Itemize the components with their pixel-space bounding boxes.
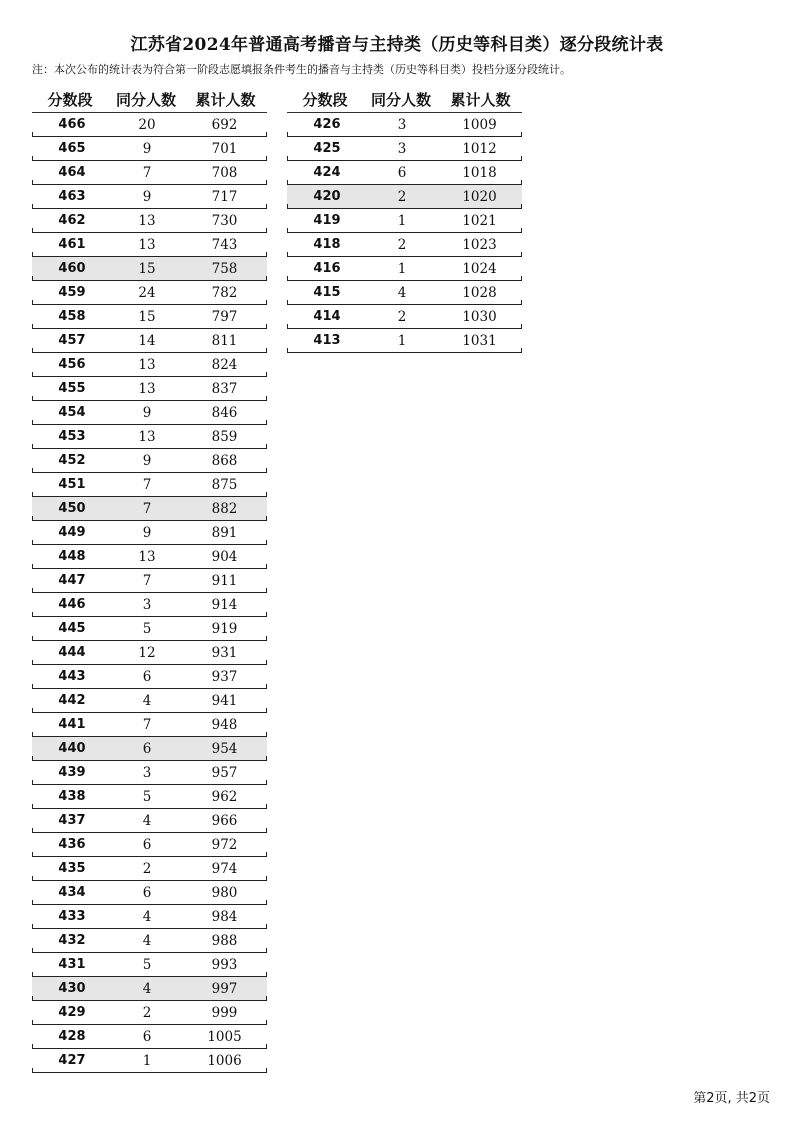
cell-same-count: 13 [138, 548, 156, 565]
cell-score: 464 [58, 165, 86, 180]
cell-cumulative: 859 [211, 428, 238, 445]
table-row [32, 521, 267, 545]
cell-cumulative: 919 [211, 620, 238, 637]
cell-cumulative: 1023 [462, 236, 497, 253]
cell-cumulative: 1012 [462, 140, 497, 157]
cell-cumulative: 730 [211, 212, 238, 229]
table-row [287, 137, 522, 161]
table-row [32, 329, 267, 353]
cell-cumulative: 904 [211, 548, 238, 565]
header-same-count: 同分人数 [115, 90, 176, 109]
table-row [287, 257, 522, 281]
cell-same-count: 3 [397, 140, 407, 157]
table-row [32, 545, 267, 569]
cell-cumulative: 846 [211, 404, 238, 421]
table-row [32, 185, 267, 209]
table-note: 注：本次公布的统计表为符合第一阶段志愿填报条件考生的播音与主持类（历史等科目类）投档分逐分段统计。 [32, 63, 571, 76]
cell-score: 429 [58, 1005, 86, 1020]
cell-same-count: 9 [142, 188, 152, 205]
cell-cumulative: 701 [211, 140, 238, 157]
cell-score: 448 [58, 549, 86, 564]
cell-score: 439 [58, 765, 86, 780]
table-row [32, 953, 267, 977]
cell-same-count: 9 [142, 404, 152, 421]
cell-same-count: 5 [142, 788, 152, 805]
cell-score: 455 [58, 381, 86, 396]
table-row [32, 281, 267, 305]
table-row [32, 737, 267, 761]
cell-score: 414 [313, 309, 341, 324]
cell-cumulative: 782 [211, 284, 238, 301]
header-cumulative: 累计人数 [195, 90, 256, 109]
table-row [32, 641, 267, 665]
cell-cumulative: 937 [211, 668, 238, 685]
cell-score: 438 [58, 789, 86, 804]
page-title: 江苏省2024年普通高考播音与主持类（历史等科目类）逐分段统计表 [130, 35, 664, 55]
table-row [32, 353, 267, 377]
cell-same-count: 6 [142, 1028, 152, 1045]
cell-same-count: 2 [397, 236, 407, 253]
cell-same-count: 4 [397, 284, 407, 301]
cell-same-count: 4 [142, 812, 152, 829]
score-table-left [32, 86, 267, 1073]
header-cumulative: 累计人数 [450, 90, 511, 109]
cell-score: 441 [58, 717, 86, 732]
cell-cumulative: 914 [211, 596, 238, 613]
cell-same-count: 7 [142, 164, 152, 181]
table-row [287, 185, 522, 209]
table-row [32, 593, 267, 617]
cell-score: 456 [58, 357, 86, 372]
cell-cumulative: 692 [211, 116, 238, 133]
cell-cumulative: 1021 [462, 212, 497, 229]
cell-score: 447 [58, 573, 86, 588]
cell-same-count: 3 [397, 116, 407, 133]
table-row [287, 113, 522, 137]
cell-same-count: 1 [397, 332, 407, 349]
table-row [287, 281, 522, 305]
cell-same-count: 6 [142, 836, 152, 853]
cell-score: 424 [313, 165, 341, 180]
cell-same-count: 5 [142, 956, 152, 973]
table-row [32, 713, 267, 737]
cell-same-count: 3 [142, 764, 152, 781]
cell-score: 462 [58, 213, 86, 228]
cell-cumulative: 948 [211, 716, 238, 733]
cell-same-count: 9 [142, 140, 152, 157]
cell-score: 449 [58, 525, 86, 540]
cell-same-count: 14 [138, 332, 156, 349]
table-row [32, 473, 267, 497]
cell-score: 463 [58, 189, 86, 204]
table-row [32, 809, 267, 833]
cell-cumulative: 1024 [462, 260, 497, 277]
cell-same-count: 12 [138, 644, 156, 661]
cell-same-count: 7 [142, 500, 152, 517]
table-row [32, 833, 267, 857]
cell-score: 442 [58, 693, 86, 708]
cell-score: 437 [58, 813, 86, 828]
cell-score: 428 [58, 1029, 86, 1044]
table-row [32, 497, 267, 521]
header-same-count: 同分人数 [370, 90, 431, 109]
score-table-right [287, 86, 522, 353]
table-row [32, 785, 267, 809]
cell-score: 430 [58, 981, 86, 996]
table-row [32, 1025, 267, 1049]
table-row [32, 665, 267, 689]
table-row [287, 161, 522, 185]
cell-cumulative: 797 [211, 308, 238, 325]
cell-score: 465 [58, 141, 86, 156]
cell-cumulative: 1018 [462, 164, 497, 181]
cell-score: 425 [313, 141, 341, 156]
cell-score: 451 [58, 477, 86, 492]
cell-cumulative: 941 [211, 692, 238, 709]
table-header [287, 86, 522, 113]
cell-cumulative: 997 [211, 980, 238, 997]
table-row [32, 161, 267, 185]
cell-same-count: 6 [142, 884, 152, 901]
cell-same-count: 6 [142, 740, 152, 757]
cell-same-count: 2 [142, 860, 152, 877]
cell-score: 435 [58, 861, 86, 876]
table-row [32, 569, 267, 593]
table-row [32, 401, 267, 425]
cell-score: 431 [58, 957, 86, 972]
cell-same-count: 15 [138, 260, 156, 277]
cell-score: 440 [58, 741, 86, 756]
cell-score: 453 [58, 429, 86, 444]
cell-same-count: 4 [142, 692, 152, 709]
cell-same-count: 6 [397, 164, 407, 181]
cell-same-count: 7 [142, 476, 152, 493]
cell-cumulative: 974 [211, 860, 238, 877]
table-row [287, 233, 522, 257]
cell-same-count: 13 [138, 380, 156, 397]
cell-same-count: 1 [397, 260, 407, 277]
cell-cumulative: 717 [211, 188, 238, 205]
cell-same-count: 13 [138, 428, 156, 445]
cell-same-count: 2 [397, 308, 407, 325]
cell-score: 458 [58, 309, 86, 324]
cell-score: 452 [58, 453, 86, 468]
cell-cumulative: 911 [211, 572, 238, 589]
cell-cumulative: 993 [211, 956, 238, 973]
table-row [32, 761, 267, 785]
cell-same-count: 24 [138, 284, 156, 301]
cell-cumulative: 708 [211, 164, 238, 181]
table-row [32, 209, 267, 233]
table-body-left [32, 113, 267, 1073]
cell-score: 459 [58, 285, 86, 300]
cell-cumulative: 988 [211, 932, 238, 949]
cell-score: 432 [58, 933, 86, 948]
cell-cumulative: 868 [211, 452, 238, 469]
cell-cumulative: 1009 [462, 116, 497, 133]
cell-cumulative: 931 [211, 644, 238, 661]
table-row [32, 617, 267, 641]
cell-same-count: 20 [138, 116, 156, 133]
cell-cumulative: 743 [211, 236, 238, 253]
cell-same-count: 13 [138, 212, 156, 229]
cell-score: 466 [58, 117, 86, 132]
cell-same-count: 9 [142, 524, 152, 541]
table-row [32, 113, 267, 137]
cell-score: 433 [58, 909, 86, 924]
cell-score: 461 [58, 237, 86, 252]
table-row [32, 233, 267, 257]
cell-score: 445 [58, 621, 86, 636]
cell-cumulative: 758 [211, 260, 238, 277]
cell-cumulative: 1030 [462, 308, 497, 325]
cell-cumulative: 875 [211, 476, 238, 493]
cell-cumulative: 1031 [462, 332, 497, 349]
table-row [287, 305, 522, 329]
cell-score: 434 [58, 885, 86, 900]
cell-score: 446 [58, 597, 86, 612]
cell-same-count: 1 [142, 1052, 152, 1069]
cell-score: 444 [58, 645, 86, 660]
cell-cumulative: 1028 [462, 284, 497, 301]
cell-cumulative: 954 [211, 740, 238, 757]
cell-same-count: 3 [142, 596, 152, 613]
table-row [32, 425, 267, 449]
table-row [32, 1049, 267, 1073]
cell-cumulative: 891 [211, 524, 238, 541]
cell-score: 415 [313, 285, 341, 300]
cell-same-count: 1 [397, 212, 407, 229]
cell-score: 419 [313, 213, 341, 228]
cell-cumulative: 837 [211, 380, 238, 397]
cell-score: 443 [58, 669, 86, 684]
cell-same-count: 9 [142, 452, 152, 469]
cell-cumulative: 1005 [207, 1028, 242, 1045]
cell-cumulative: 882 [211, 500, 238, 517]
table-header [32, 86, 267, 113]
table-row [32, 689, 267, 713]
table-row [32, 1001, 267, 1025]
table-row [287, 329, 522, 353]
cell-same-count: 4 [142, 932, 152, 949]
table-row [32, 977, 267, 1001]
cell-same-count: 15 [138, 308, 156, 325]
cell-score: 418 [313, 237, 341, 252]
table-row [32, 905, 267, 929]
cell-same-count: 7 [142, 716, 152, 733]
table-row [32, 929, 267, 953]
cell-same-count: 5 [142, 620, 152, 637]
table-body-right [287, 113, 522, 353]
table-row [32, 305, 267, 329]
cell-score: 420 [313, 189, 341, 204]
cell-cumulative: 1020 [462, 188, 497, 205]
cell-cumulative: 824 [211, 356, 238, 373]
cell-cumulative: 999 [211, 1004, 238, 1021]
cell-score: 436 [58, 837, 86, 852]
table-row [32, 449, 267, 473]
cell-cumulative: 1006 [207, 1052, 242, 1069]
cell-cumulative: 966 [211, 812, 238, 829]
cell-score: 426 [313, 117, 341, 132]
table-row [32, 881, 267, 905]
cell-same-count: 13 [138, 356, 156, 373]
cell-same-count: 6 [142, 668, 152, 685]
header-score: 分数段 [302, 90, 348, 109]
table-row [32, 377, 267, 401]
cell-score: 454 [58, 405, 86, 420]
cell-score: 427 [58, 1053, 86, 1068]
cell-score: 413 [313, 333, 341, 348]
cell-same-count: 13 [138, 236, 156, 253]
cell-cumulative: 811 [211, 332, 238, 349]
table-row [32, 137, 267, 161]
table-row [32, 857, 267, 881]
cell-score: 450 [58, 501, 86, 516]
cell-score: 416 [313, 261, 341, 276]
cell-score: 457 [58, 333, 86, 348]
cell-same-count: 2 [397, 188, 407, 205]
header-score: 分数段 [47, 90, 93, 109]
cell-same-count: 2 [142, 1004, 152, 1021]
cell-cumulative: 980 [211, 884, 238, 901]
cell-cumulative: 984 [211, 908, 238, 925]
cell-score: 460 [58, 261, 86, 276]
table-row [287, 209, 522, 233]
page-footer: 第2页, 共2页 [693, 1091, 770, 1106]
table-row [32, 257, 267, 281]
cell-same-count: 4 [142, 908, 152, 925]
cell-same-count: 4 [142, 980, 152, 997]
cell-cumulative: 957 [211, 764, 238, 781]
cell-same-count: 7 [142, 572, 152, 589]
cell-cumulative: 962 [211, 788, 238, 805]
cell-cumulative: 972 [211, 836, 238, 853]
